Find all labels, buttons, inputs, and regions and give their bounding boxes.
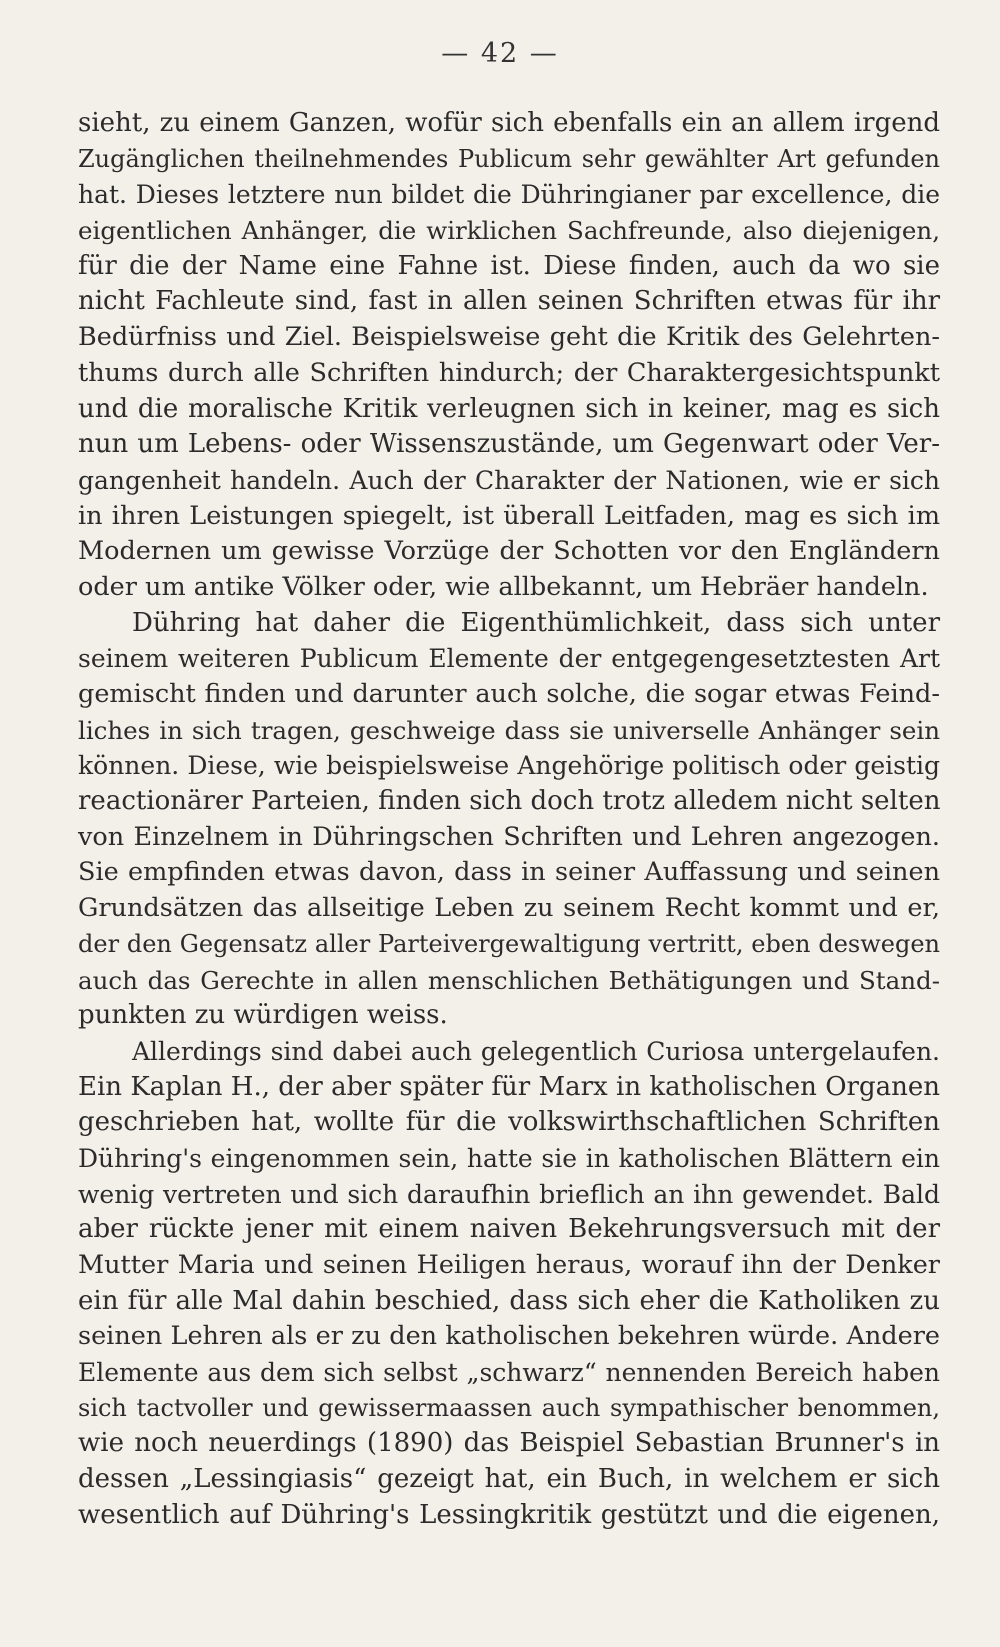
text-line: Dühring hat daher die Eigenthümlichkeit, dass sich unter: [132, 607, 940, 638]
text-line: gemischt finden und darunter auch solche, die sogar etwas Feind-: [78, 679, 940, 709]
text-line: eigentlichen Anhänger, die wirklichen Sachfreunde, also diejenigen,: [78, 216, 940, 246]
paragraph-2: [78, 606, 940, 1034]
text-line: thums durch alle Schriften hindurch; der Charaktergesichtspunkt: [78, 357, 940, 388]
text-line: wenig vertreten und sich daraufhin brieflich an ihn gewendet. Bald: [78, 1179, 940, 1209]
text-line: Elemente aus dem sich selbst „schwarz“ nennenden Bereich haben: [78, 1358, 940, 1388]
paragraph-3: [78, 1034, 940, 1534]
text-line: von Einzelnem in Dühringschen Schriften und Lehren angezogen.: [78, 821, 940, 852]
text-line: Dühring's eingenommen sein, hatte sie in katholischen Blättern ein: [78, 1143, 940, 1173]
text-line: seinen Lehren als er zu den katholischen bekehren würde. Andere: [78, 1321, 940, 1352]
text-line: seinem weiteren Publicum Elemente der entgegengesetztesten Art: [78, 644, 940, 674]
text-line: Ein Kaplan H., der aber später für Marx in katholischen Organen: [78, 1071, 940, 1102]
text-line: für die der Name eine Fahne ist. Diese finden, auch da wo sie: [78, 250, 940, 281]
text-line: liches in sich tragen, geschweige dass sie universelle Anhänger sein: [78, 715, 940, 745]
text-line: der den Gegensatz aller Parteivergewaltigung vertritt, eben deswegen: [78, 929, 940, 958]
text-line: nun um Lebens- oder Wissenszustände, um Gegenwart oder Ver-: [78, 429, 940, 460]
text-line: ein für alle Mal dahin beschied, dass sich eher die Katholiken zu: [78, 1285, 940, 1316]
text-line: punkten zu würdigen weiss.: [78, 1000, 448, 1031]
text-line: können. Diese, wie beispielsweise Angehörige politisch oder geistig: [78, 751, 940, 781]
text-line: Modernen um gewisse Vorzüge der Schotten vor den Engländern: [78, 536, 940, 567]
page-number: — 42 —: [441, 38, 559, 69]
text-line: Zugänglichen theilnehmendes Publicum sehr gewählter Art gefunden: [78, 144, 940, 173]
text-line: nicht Fachleute sind, fast in allen seinen Schriften etwas für ihr: [78, 286, 940, 317]
text-line: Sie empfinden etwas davon, dass in seiner Auffassung und seinen: [78, 857, 940, 888]
text-line: hat. Dieses letztere nun bildet die Dühringianer par excellence, die: [78, 180, 940, 210]
text-line: auch das Gerechte in allen menschlichen Bethätigungen und Stand-: [78, 965, 940, 995]
text-line: Bedürfniss und Ziel. Beispielsweise geht die Kritik des Gelehrten-: [78, 322, 940, 353]
text-line: wie noch neuerdings (1890) das Beispiel Sebastian Brunner's in: [78, 1428, 940, 1459]
paragraph-1: [78, 106, 940, 606]
text-line: Allerdings sind dabei auch gelegentlich Curiosa untergelaufen.: [132, 1036, 940, 1066]
text-line: sich tactvoller und gewissermaassen auch sympathischer benommen,: [78, 1393, 940, 1422]
text-line: und die moralische Kritik verleugnen sich in keiner, mag es sich: [78, 393, 940, 424]
text-line: gangenheit handeln. Auch der Charakter der Nationen, wie er sich: [78, 465, 940, 495]
text-line: oder um antike Völker oder, wie allbekannt, um Hebräer handeln.: [78, 571, 929, 602]
text-line: wesentlich auf Dühring's Lessingkritik gestützt und die eigenen,: [78, 1499, 940, 1530]
text-line: dessen „Lessingiasis“ gezeigt hat, ein Buch, in welchem er sich: [78, 1464, 940, 1495]
text-line: Grundsätzen das allseitige Leben zu seinem Recht kommt und er,: [78, 893, 940, 924]
text-line: Mutter Maria und seinen Heiligen heraus, worauf ihn der Denker: [78, 1250, 940, 1280]
text-line: in ihren Leistungen spiegelt, ist überall Leitfaden, mag es sich im: [78, 500, 940, 531]
body-text: [78, 106, 940, 1534]
text-line: geschrieben hat, wollte für die volkswirthschaftlichen Schriften: [78, 1107, 940, 1138]
text-line: sieht, zu einem Ganzen, wofür sich ebenfalls ein an allem irgend: [78, 108, 940, 138]
text-line: reactionärer Parteien, finden sich doch trotz alledem nicht selten: [78, 786, 941, 817]
text-line: aber rückte jener mit einem naiven Bekehrungsversuch mit der: [78, 1214, 940, 1245]
